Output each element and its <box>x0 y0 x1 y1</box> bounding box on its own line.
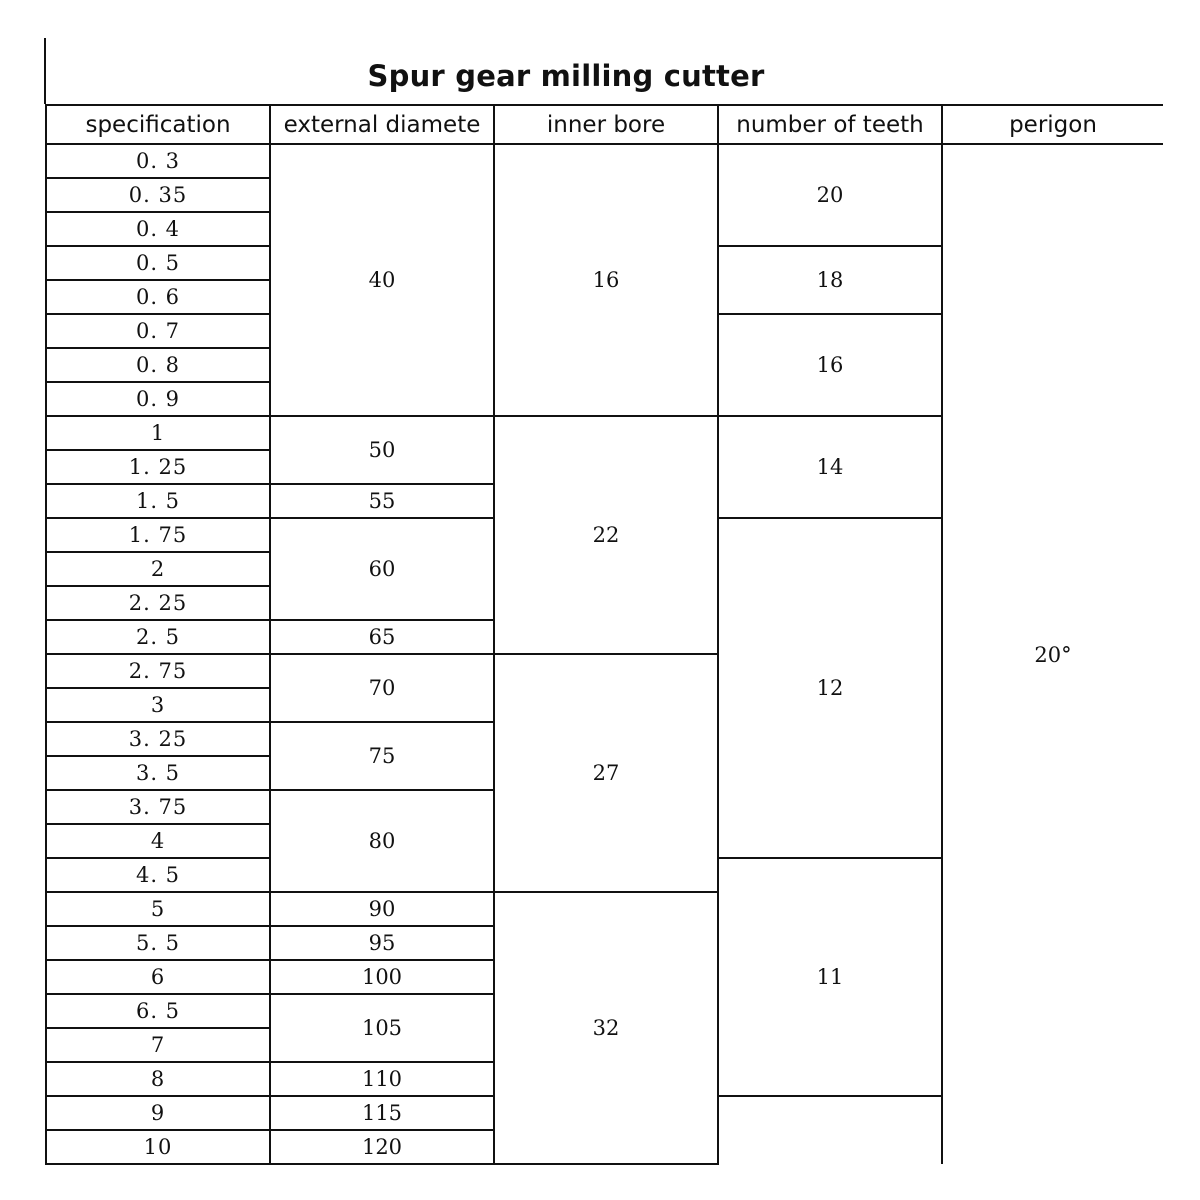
cutter-spec-table <box>45 104 1163 1165</box>
specification-cell: 0. 6 <box>46 280 270 314</box>
external-diameter-cell: 100 <box>270 960 494 994</box>
specification-cell: 4 <box>46 824 270 858</box>
external-diameter-cell: 50 <box>270 416 494 484</box>
inner-bore-cell: 32 <box>494 892 718 1164</box>
specification-cell: 0. 3 <box>46 144 270 178</box>
header-inner-bore: inner bore <box>494 105 718 144</box>
header-specification: specification <box>46 105 270 144</box>
specification-cell: 5 <box>46 892 270 926</box>
specification-cell: 2. 75 <box>46 654 270 688</box>
teeth-count-cell: 12 <box>718 518 942 858</box>
teeth-count-cell: 16 <box>718 314 942 416</box>
specification-cell: 6 <box>46 960 270 994</box>
specification-cell: 10 <box>46 1130 270 1164</box>
specification-cell: 1. 5 <box>46 484 270 518</box>
teeth-count-cell: 18 <box>718 246 942 314</box>
teeth-count-cell: 20 <box>718 144 942 246</box>
specification-cell: 3. 75 <box>46 790 270 824</box>
teeth-count-empty-cell <box>718 1096 942 1164</box>
specification-cell: 0. 7 <box>46 314 270 348</box>
header-external-diameter: external diamete <box>270 105 494 144</box>
specification-cell: 7 <box>46 1028 270 1062</box>
header-number-of-teeth: number of teeth <box>718 105 942 144</box>
header-perigon: perigon <box>942 105 1163 144</box>
external-diameter-cell: 55 <box>270 484 494 518</box>
specification-cell: 1. 25 <box>46 450 270 484</box>
specification-cell: 1 <box>46 416 270 450</box>
specification-cell: 3 <box>46 688 270 722</box>
specification-cell: 1. 75 <box>46 518 270 552</box>
specification-cell: 6. 5 <box>46 994 270 1028</box>
teeth-count-cell: 11 <box>718 858 942 1096</box>
specification-cell: 3. 25 <box>46 722 270 756</box>
specification-cell: 0. 4 <box>46 212 270 246</box>
external-diameter-cell: 70 <box>270 654 494 722</box>
external-diameter-cell: 80 <box>270 790 494 892</box>
specification-cell: 4. 5 <box>46 858 270 892</box>
external-diameter-cell: 115 <box>270 1096 494 1130</box>
external-diameter-cell: 110 <box>270 1062 494 1096</box>
external-diameter-cell: 105 <box>270 994 494 1062</box>
specification-cell: 2. 25 <box>46 586 270 620</box>
specification-cell: 3. 5 <box>46 756 270 790</box>
inner-bore-cell: 22 <box>494 416 718 654</box>
external-diameter-cell: 95 <box>270 926 494 960</box>
external-diameter-cell: 60 <box>270 518 494 620</box>
table-title: Spur gear milling cutter <box>367 59 765 93</box>
specification-cell: 8 <box>46 1062 270 1096</box>
specification-cell: 0. 8 <box>46 348 270 382</box>
inner-bore-cell: 16 <box>494 144 718 416</box>
external-diameter-cell: 65 <box>270 620 494 654</box>
specification-cell: 2 <box>46 552 270 586</box>
teeth-count-cell: 14 <box>718 416 942 518</box>
perigon-cell: 20° <box>942 144 1163 1164</box>
specification-cell: 0. 5 <box>46 246 270 280</box>
external-diameter-cell: 40 <box>270 144 494 416</box>
table-row <box>46 144 1163 178</box>
specification-cell: 0. 9 <box>46 382 270 416</box>
specification-cell: 9 <box>46 1096 270 1130</box>
external-diameter-cell: 90 <box>270 892 494 926</box>
header-row <box>46 105 1163 144</box>
specification-cell: 2. 5 <box>46 620 270 654</box>
inner-bore-cell: 27 <box>494 654 718 892</box>
specification-cell: 5. 5 <box>46 926 270 960</box>
external-diameter-cell: 120 <box>270 1130 494 1164</box>
external-diameter-cell: 75 <box>270 722 494 790</box>
specification-cell: 0. 35 <box>46 178 270 212</box>
